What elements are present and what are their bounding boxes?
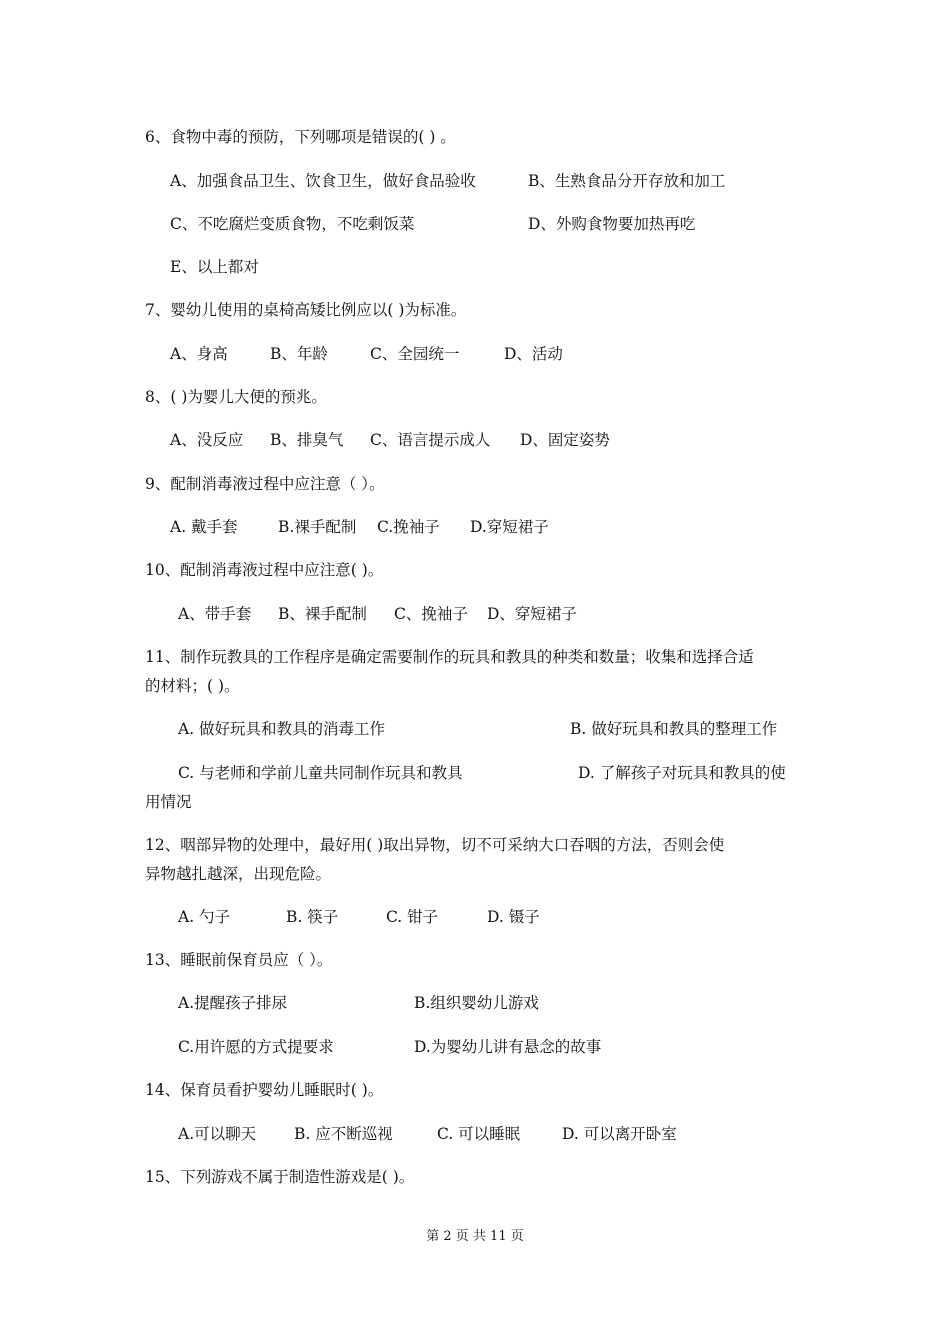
question-14-option-a: A.可以聊天 xyxy=(178,1125,257,1143)
question-6-option-c: C、不吃腐烂变质食物，不吃剩饭菜 xyxy=(170,215,415,233)
question-9-stem: 9、配制消毒液过程中应注意（ ）。 xyxy=(145,475,385,493)
question-6-option-e: E、以上都对 xyxy=(170,258,259,276)
question-7-option-b: B、年龄 xyxy=(270,345,328,363)
question-11-option-a: A. 做好玩具和教具的消毒工作 xyxy=(178,720,386,738)
question-10-option-a: A、带手套 xyxy=(178,605,252,623)
question-9-option-b: B.裸手配制 xyxy=(278,518,357,536)
question-9-option-a: A. 戴手套 xyxy=(170,518,238,536)
question-12-option-c: C. 钳子 xyxy=(386,908,439,926)
question-6-option-a: A、加强食品卫生、饮食卫生，做好食品验收 xyxy=(170,172,476,190)
question-6-option-b: B、生熟食品分开存放和加工 xyxy=(528,172,726,190)
question-10-option-d: D、穿短裙子 xyxy=(487,605,577,623)
question-12-stem-line-1: 12、咽部异物的处理中，最好用( )取出异物，切不可采纳大口吞咽的方法，否则会使 xyxy=(145,836,725,854)
question-11-stem-line-2: 的材料；( )。 xyxy=(145,677,240,695)
question-13-option-a: A.提醒孩子排尿 xyxy=(178,994,288,1012)
question-12-option-b: B. 筷子 xyxy=(286,908,339,926)
question-10-option-c: C、挽袖子 xyxy=(394,605,468,623)
question-9-option-c: C.挽袖子 xyxy=(377,518,440,536)
question-11-stem-line-1: 11、制作玩教具的工作程序是确定需要制作的玩具和教具的种类和数量；收集和选择合适 xyxy=(145,648,754,666)
question-15-stem: 15、下列游戏不属于制造性游戏是( )。 xyxy=(145,1168,415,1186)
question-10-stem: 10、配制消毒液过程中应注意( )。 xyxy=(145,561,384,579)
question-8-option-c: C、语言提示成人 xyxy=(370,431,491,449)
question-11-option-b: B. 做好玩具和教具的整理工作 xyxy=(570,720,778,738)
question-7-option-c: C、全园统一 xyxy=(370,345,460,363)
question-14-stem: 14、保育员看护婴幼儿睡眠时( )。 xyxy=(145,1081,384,1099)
page-number-footer: 第 2 页 共 11 页 xyxy=(426,1229,524,1244)
question-14-option-d: D. 可以离开卧室 xyxy=(562,1125,677,1143)
question-6-stem: 6、食物中毒的预防，下列哪项是错误的( ) 。 xyxy=(145,128,456,146)
question-12-stem-line-2: 异物越扎越深，出现危险。 xyxy=(145,865,332,883)
question-14-option-c: C. 可以睡眠 xyxy=(437,1125,521,1143)
question-12-option-a: A. 勺子 xyxy=(178,908,231,926)
question-10-option-b: B、裸手配制 xyxy=(278,605,367,623)
question-13-option-d: D.为婴幼儿讲有悬念的故事 xyxy=(414,1038,602,1056)
question-11-option-d-continued: 用情况 xyxy=(145,793,192,811)
question-8-option-a: A、没反应 xyxy=(170,431,244,449)
question-12-option-d: D. 镊子 xyxy=(487,908,540,926)
question-8-stem: 8、( )为婴儿大便的预兆。 xyxy=(145,388,327,406)
question-6-option-d: D、外购食物要加热再吃 xyxy=(528,215,696,233)
question-11-option-d: D. 了解孩子对玩具和教具的使 xyxy=(578,764,786,782)
question-11-option-c: C. 与老师和学前儿童共同制作玩具和教具 xyxy=(178,764,463,782)
question-7-stem: 7、婴幼儿使用的桌椅高矮比例应以( )为标准。 xyxy=(145,301,467,319)
question-13-stem: 13、睡眠前保育员应（ ）。 xyxy=(145,951,333,969)
question-8-option-d: D、固定姿势 xyxy=(520,431,610,449)
question-7-option-a: A、身高 xyxy=(170,345,228,363)
question-8-option-b: B、排臭气 xyxy=(270,431,344,449)
question-13-option-b: B.组织婴幼儿游戏 xyxy=(414,994,539,1012)
question-14-option-b: B. 应不断巡视 xyxy=(294,1125,393,1143)
question-9-option-d: D.穿短裙子 xyxy=(470,518,549,536)
question-7-option-d: D、活动 xyxy=(504,345,563,363)
question-13-option-c: C.用许愿的方式提要求 xyxy=(178,1038,334,1056)
